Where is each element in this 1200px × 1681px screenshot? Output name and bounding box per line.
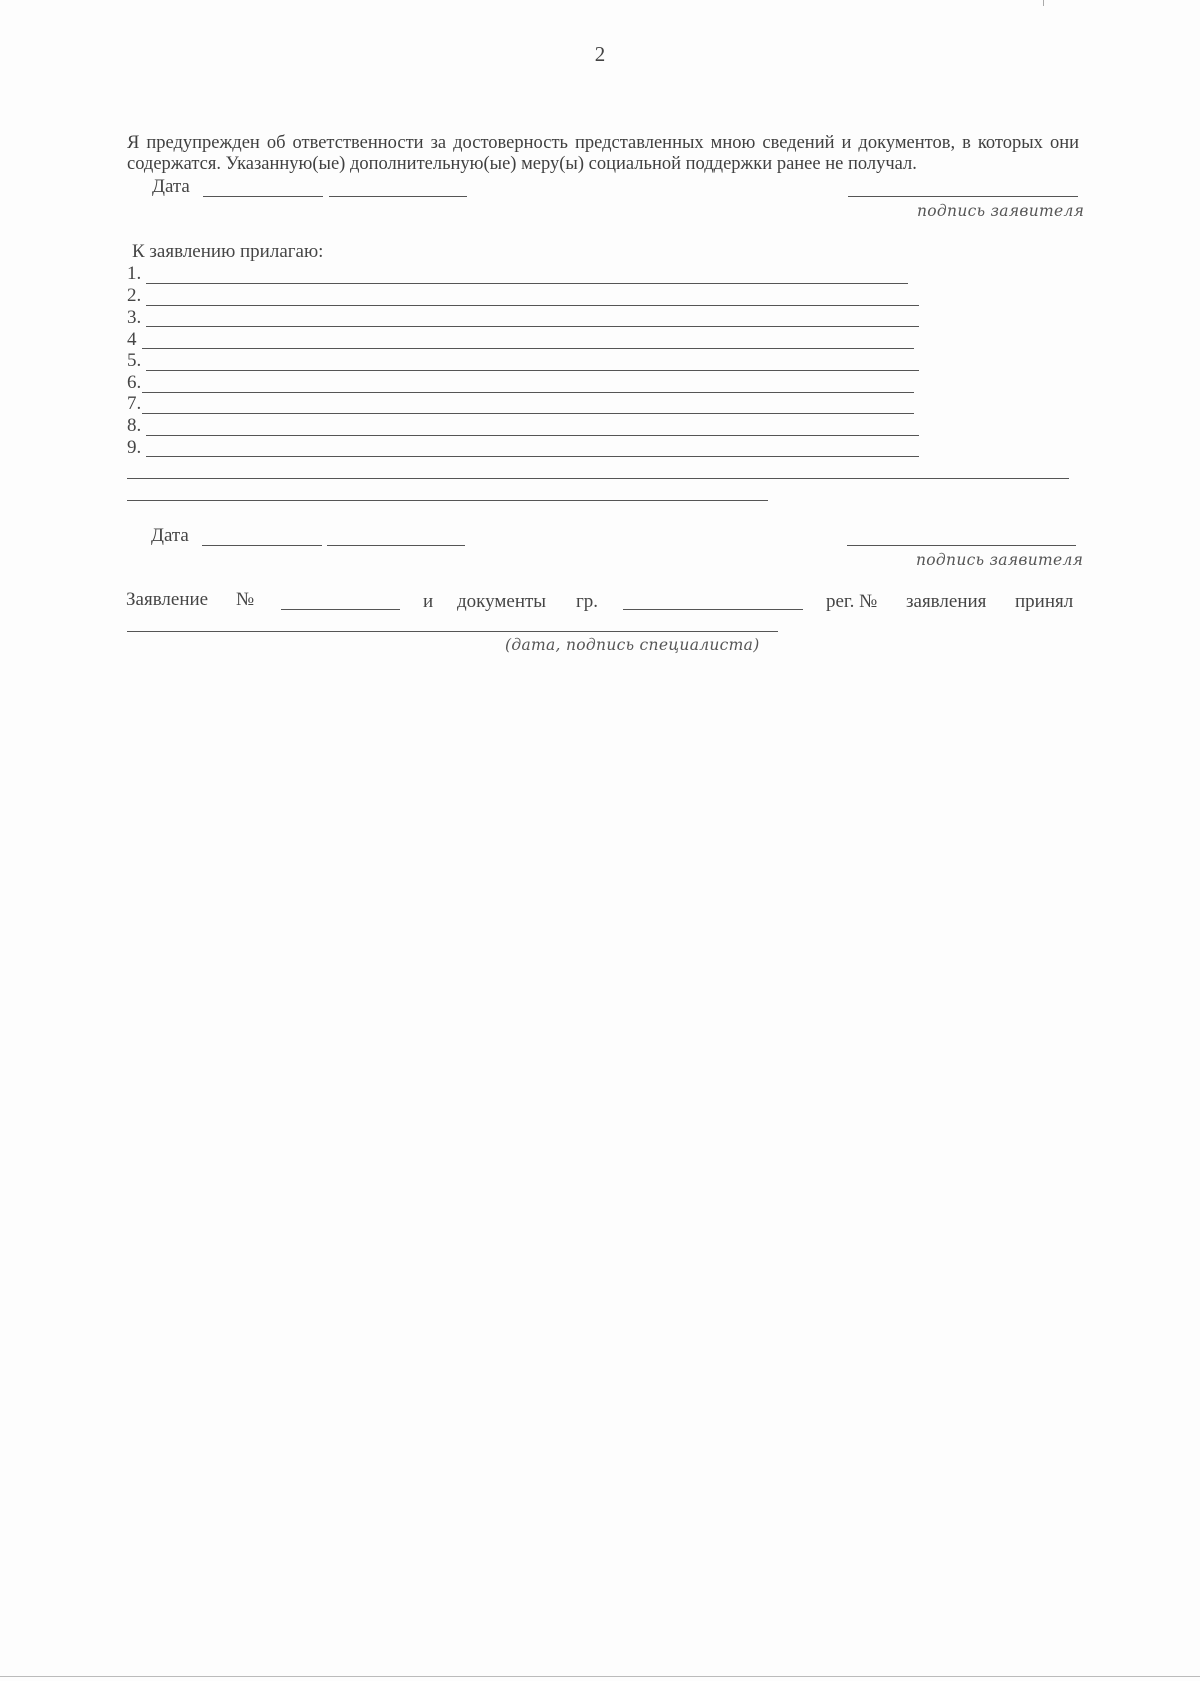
application-number-field[interactable] <box>281 609 400 610</box>
attachment-line-4[interactable] <box>142 348 914 349</box>
specialist-caption: (дата, подпись специалиста) <box>505 636 760 654</box>
date-label: Дата <box>152 176 190 197</box>
documents-word: документы <box>457 591 547 612</box>
scan-edge-mark <box>1043 0 1044 6</box>
attachment-number: 7. <box>127 393 142 414</box>
and-word: и <box>423 591 434 612</box>
scan-bottom-edge <box>0 1676 1200 1677</box>
application-word: Заявление <box>126 589 209 610</box>
extra-line-1[interactable] <box>127 478 1069 479</box>
accepted-word: принял <box>1015 591 1074 612</box>
reg-number-label: рег. № <box>826 591 878 612</box>
date-field-day-2[interactable] <box>202 545 322 546</box>
specialist-signature-line[interactable] <box>127 631 778 632</box>
number-sign: № <box>236 589 255 610</box>
signature-line-2[interactable] <box>847 545 1076 546</box>
attachment-number: 5. <box>127 350 142 371</box>
extra-line-2[interactable] <box>127 500 768 501</box>
attachment-line-5[interactable] <box>146 370 919 371</box>
attachment-number: 3. <box>127 307 142 328</box>
attachment-number: 4 <box>127 329 137 350</box>
attachment-number: 2. <box>127 285 142 306</box>
attachment-line-7[interactable] <box>142 413 914 414</box>
attachments-heading: К заявлению прилагаю: <box>132 241 324 262</box>
attachment-number: 1. <box>127 263 142 284</box>
signature-line[interactable] <box>848 196 1078 197</box>
signature-caption: подпись заявителя <box>917 202 1085 220</box>
attachment-line-6[interactable] <box>142 392 914 393</box>
signature-caption-2: подпись заявителя <box>916 551 1084 569</box>
attachment-line-8[interactable] <box>146 435 919 436</box>
date-field-year-2[interactable] <box>327 545 465 546</box>
date-field-day[interactable] <box>203 196 323 197</box>
citizen-abbrev: гр. <box>576 591 599 612</box>
of-application-word: заявления <box>906 591 987 612</box>
page-number: 2 <box>594 42 606 66</box>
declaration-text: Я предупрежден об ответственности за достоверность представленных мною сведений и документов, в которых они содержатся. Указанную(ые) дополнительную(ые) меру(ы) социальной поддержки ранее не получал. <box>127 133 1079 174</box>
attachment-number: 8. <box>127 415 142 436</box>
attachment-number: 6. <box>127 372 142 393</box>
attachment-line-1[interactable] <box>146 283 908 284</box>
attachment-line-3[interactable] <box>146 326 919 327</box>
citizen-name-field[interactable] <box>623 609 803 610</box>
date-field-year[interactable] <box>329 196 467 197</box>
date-label-2: Дата <box>151 525 189 546</box>
attachment-line-9[interactable] <box>146 456 919 457</box>
attachment-line-2[interactable] <box>146 305 919 306</box>
attachment-number: 9. <box>127 437 142 458</box>
